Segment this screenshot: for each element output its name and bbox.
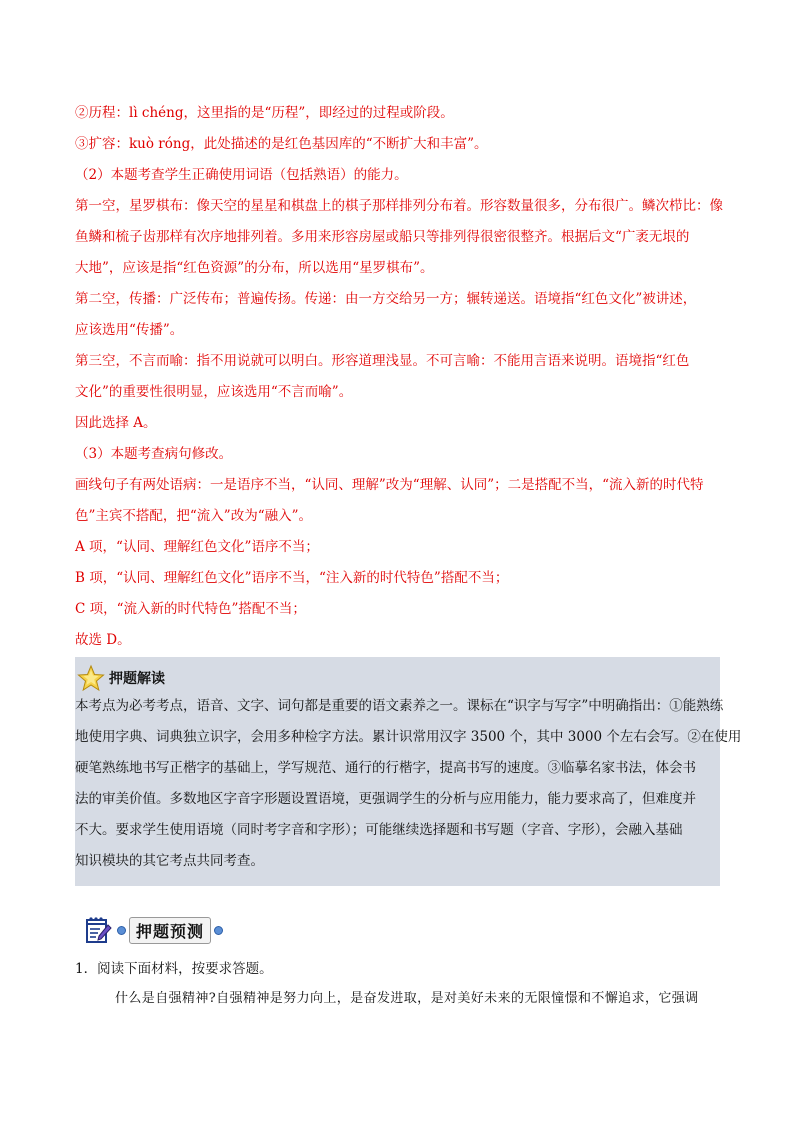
answer-line: 色”主宾不搭配，把“流入”改为“融入”。	[75, 508, 313, 524]
answer-line: （2）本题考查学生正确使用词语（包括熟语）的能力。	[75, 167, 408, 183]
interpretation-line: 知识模块的其它考点共同考查。	[75, 853, 264, 869]
question-passage-line: 什么是自强精神?自强精神是努力向上，是奋发进取，是对美好未来的无限憧憬和不懈追求，它强调	[115, 991, 699, 1006]
answer-line: 文化”的重要性很明显，应该选用“不言而喻”。	[75, 384, 353, 400]
answer-line: B 项，“认同、理解红色文化”语序不当，“注入新的时代特色”搭配不当；	[75, 570, 509, 586]
answer-line: ③扩容：kuò róng，此处描述的是红色基因库的“不断扩大和丰富”。	[75, 136, 488, 152]
answer-line: ②历程：lì chéng，这里指的是“历程”，即经过的过程或阶段。	[75, 105, 454, 121]
question-number-line: 1．阅读下面材料，按要求答题。	[75, 961, 273, 977]
interpretation-line: 法的审美价值。多数地区字音字形题设置语境，更强调学生的分析与应用能力，能力要求高了，但难度并	[75, 791, 696, 807]
answer-line: A 项，“认同、理解红色文化”语序不当；	[75, 539, 319, 555]
interpretation-header	[75, 663, 165, 693]
prediction-header	[84, 915, 226, 945]
answer-line: 因此选择 A。	[75, 415, 157, 431]
bullet-dot-icon	[214, 926, 223, 935]
answer-line: 第二空，传播：广泛传布；普遍传扬。传递：由一方交给另一方；辗转递送。语境指“红色文化”被讲述，	[75, 291, 697, 307]
interpretation-line: 本考点为必考考点，语音、文字、词句都是重要的语文素养之一。课标在“识字与写字”中明确指出：①能熟练	[75, 698, 724, 714]
answer-line: C 项，“流入新的时代特色”搭配不当；	[75, 601, 306, 617]
answer-line: 第三空，不言而喻：指不用说就可以明白。形容道理浅显。不可言喻：不能用言语来说明。语境指“红色	[75, 353, 690, 369]
interpretation-line: 硬笔熟练地书写正楷字的基础上，学写规范、通行的行楷字，提高书写的速度。③临摹名家书法，体会书	[75, 760, 696, 776]
answer-line: 第一空，星罗棋布：像天空的星星和棋盘上的棋子那样排列分布着。形容数量很多，分布很广。鳞次栉比：像	[75, 198, 723, 214]
interpretation-box	[75, 657, 742, 886]
answer-line: 画线句子有两处语病：一是语序不当，“认同、理解”改为“理解、认同”；二是搭配不当，“流入新的时代特	[75, 477, 704, 493]
interpretation-line: 地使用字典、词典独立识字，会用多种检字方法。累计识常用汉字 3500 个，其中 3000 个左右会写。②在使用	[75, 729, 742, 745]
prediction-label: 押题预测	[129, 917, 211, 944]
answer-line: 大地”，应该是指“红色资源”的分布，所以选用“星罗棋布”。	[75, 260, 434, 276]
interpretation-title: 押题解读	[109, 671, 165, 687]
answer-line: 故选 D。	[75, 632, 131, 648]
answer-line: （3）本题考查病句修改。	[75, 446, 233, 462]
bullet-dot-icon	[117, 926, 126, 935]
star-icon	[77, 664, 105, 692]
interpretation-line: 不大。要求学生使用语境（同时考字音和字形）；可能继续选择题和书写题（字音、字形），会融入基础	[75, 822, 683, 838]
notebook-pencil-icon	[84, 915, 114, 945]
answer-line: 应该选用“传播”。	[75, 322, 184, 338]
answer-line: 鱼鳞和梳子齿那样有次序地排列着。多用来形容房屋或船只等排列得很密很整齐。根据后文“广袤无垠的	[75, 229, 690, 245]
